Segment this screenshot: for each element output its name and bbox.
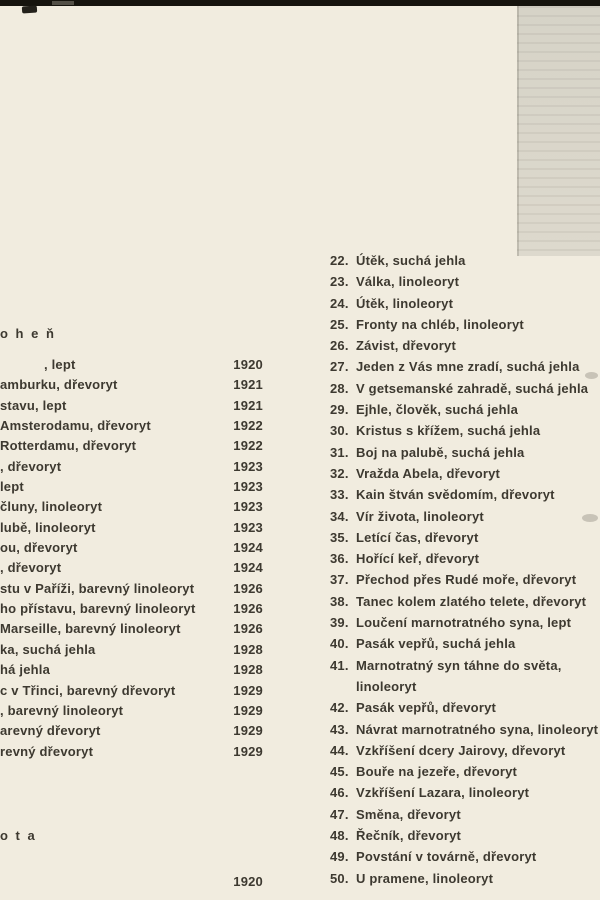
right-entry-number: 23. [330, 274, 349, 290]
left-entry-row [0, 640, 263, 660]
left-entry-year: 1929 [233, 723, 263, 739]
left-entry-text: , dřevoryt [0, 458, 62, 474]
right-entry-number: 36. [330, 551, 349, 567]
left-entry-row [0, 416, 263, 436]
right-entry-text: Vražda Abela, dřevoryt [356, 465, 501, 481]
right-entry-row [330, 442, 600, 463]
right-entry-row [330, 399, 600, 420]
right-entry-row [330, 271, 600, 292]
left-entry-year: 1929 [233, 702, 263, 718]
right-entry-row [330, 846, 600, 867]
left-entry-row [0, 599, 263, 619]
left-entry-year: 1922 [233, 438, 263, 454]
right-entry-text: Kristus s křížem, suchá jehla [356, 423, 541, 439]
right-entry-row [330, 356, 600, 377]
right-entry-number: 34. [330, 508, 349, 524]
left-entry-year: 1923 [233, 499, 263, 515]
right-entry-row [330, 782, 600, 803]
right-entry-text: Pasák vepřů, dřevoryt [356, 700, 497, 716]
left-entry-row [0, 396, 263, 416]
right-entry-text: Přechod přes Rudé moře, dřevoryt [356, 572, 577, 588]
right-entry-text: Válka, linoleoryt [356, 274, 460, 290]
left-entry-row [0, 721, 263, 741]
right-entry-number: 35. [330, 529, 349, 545]
right-entry-row [330, 697, 600, 718]
left-entry-text: , barevný linoleoryt [0, 702, 124, 718]
left-entry-year: 1924 [233, 540, 263, 556]
right-entry-row [330, 612, 600, 633]
right-entry-text: Ejhle, člověk, suchá jehla [356, 402, 518, 418]
left-entry-text: revný dřevoryt [0, 743, 94, 759]
left-entry-row [0, 558, 263, 578]
left-entry-year: 1929 [233, 682, 263, 698]
right-entry-text: Řečník, dřevoryt [356, 828, 462, 844]
right-entry-row [330, 463, 600, 484]
left-entry-row [0, 742, 263, 762]
left-entry-row [0, 619, 263, 639]
left-entry-row [0, 660, 263, 680]
right-entry-number: 30. [330, 423, 349, 439]
right-entry-row [330, 655, 600, 698]
left-entry-row [0, 518, 263, 538]
right-entry-text: Vzkříšení Lazara, linoleoryt [356, 785, 530, 801]
scan-edge-gap [52, 1, 74, 5]
left-entry-year: 1923 [233, 458, 263, 474]
right-entry-row [330, 314, 600, 335]
left-entry-text: ka, suchá jehla [0, 641, 96, 657]
right-entry-row [330, 484, 600, 505]
right-entry-number: 33. [330, 487, 349, 503]
left-entry-text: lept [0, 479, 24, 495]
right-entry-row [330, 293, 600, 314]
right-entry-text: Marnotratný syn táhne do světa, [356, 657, 562, 673]
right-entry-number: 28. [330, 380, 349, 396]
right-entry-text: Pasák vepřů, suchá jehla [356, 636, 516, 652]
right-entry-row [330, 250, 600, 271]
right-entry-text: Vír života, linoleoryt [356, 508, 484, 524]
right-entry-number: 43. [330, 721, 349, 737]
right-entry-row [330, 506, 600, 527]
right-entry-text: Směna, dřevoryt [356, 806, 461, 822]
left-entry-year: 1921 [233, 377, 263, 393]
right-entry-number: 22. [330, 253, 349, 268]
right-entry-text: Bouře na jezeře, dřevoryt [356, 764, 518, 780]
right-entry-row [330, 378, 600, 399]
right-entry-number: 46. [330, 785, 349, 801]
right-entry-row [330, 825, 600, 846]
right-column-entries [330, 250, 600, 889]
left-entry-text: c v Třinci, barevný dřevoryt [0, 682, 176, 698]
right-entry-row [330, 804, 600, 825]
right-entry-number: 37. [330, 572, 349, 588]
left-bottom-entry-row [0, 872, 263, 892]
left-entry-text: Amsterodamu, dřevoryt [0, 418, 151, 434]
left-entry-text: stu v Paříži, barevný linoleoryt [0, 580, 195, 596]
left-entry-year: 1920 [233, 874, 263, 889]
left-entry-year: 1923 [233, 479, 263, 495]
right-entry-number: 32. [330, 465, 349, 481]
right-entry-row [330, 761, 600, 782]
left-entry-year: 1926 [233, 580, 263, 596]
left-entry-year: 1928 [233, 641, 263, 657]
left-entry-year: 1922 [233, 418, 263, 434]
left-entry-year: 1920 [233, 357, 263, 372]
left-entry-text: ho přístavu, barevný linoleoryt [0, 601, 196, 617]
left-entry-text: amburku, dřevoryt [0, 377, 118, 393]
right-entry-text: Jeden z Vás mne zradí, suchá jehla [356, 359, 580, 375]
right-entry-number: 40. [330, 636, 349, 652]
right-entry-number: 42. [330, 700, 349, 716]
right-entry-text: Hořící keř, dřevoryt [356, 551, 480, 567]
right-entry-row [330, 548, 600, 569]
left-section-heading-bottom: o t a [0, 828, 37, 843]
right-entry-number: 29. [330, 402, 349, 418]
right-entry-text: Letící čas, dřevoryt [356, 529, 479, 545]
right-entry-text: Návrat marnotratného syna, linoleoryt [356, 721, 599, 737]
left-entry-text: há jehla [0, 662, 51, 678]
left-section-heading-top: o h e ň [0, 326, 56, 341]
right-entry-number: 49. [330, 849, 349, 865]
right-entry-text: Fronty na chléb, linoleoryt [356, 316, 524, 332]
right-entry-row [330, 719, 600, 740]
right-entry-number: 45. [330, 764, 349, 780]
right-entry-row [330, 335, 600, 356]
right-entry-number: 39. [330, 615, 349, 631]
left-column-entries [0, 355, 263, 762]
right-entry-continuation: linoleoryt [356, 678, 417, 694]
right-entry-number: 25. [330, 316, 349, 332]
left-entry-year: 1924 [233, 560, 263, 576]
left-entry-text: čluny, linoleoryt [0, 499, 103, 515]
right-entry-row [330, 740, 600, 761]
left-entry-text: stavu, lept [0, 397, 67, 413]
scan-edge-gray-area [517, 6, 600, 256]
left-entry-year: 1926 [233, 601, 263, 617]
left-entry-row [0, 436, 263, 456]
right-entry-row [330, 527, 600, 548]
right-entry-number: 50. [330, 870, 349, 886]
left-entry-year: 1923 [233, 519, 263, 535]
right-entry-number: 47. [330, 806, 349, 822]
right-entry-text: Boj na palubě, suchá jehla [356, 444, 525, 460]
left-entry-text: , dřevoryt [0, 560, 62, 576]
left-entry-text: , lept [44, 357, 76, 372]
left-entry-year: 1929 [233, 743, 263, 759]
right-entry-row [330, 420, 600, 441]
left-entry-text: arevný dřevoryt [0, 723, 101, 739]
right-entry-number: 48. [330, 828, 349, 844]
right-entry-row [330, 633, 600, 654]
right-entry-number: 38. [330, 593, 349, 609]
right-entry-text: U pramene, linoleoryt [356, 870, 494, 886]
right-entry-text: Loučení marnotratného syna, lept [356, 615, 572, 631]
left-entry-row [0, 375, 263, 395]
left-entry-row [0, 681, 263, 701]
right-entry-row [330, 868, 600, 889]
right-entry-text: Vzkříšení dcery Jairovy, dřevoryt [356, 742, 566, 758]
scan-edge-top-bar [0, 0, 600, 6]
left-entry-row [0, 477, 263, 497]
left-entry-text: Marseille, barevný linoleoryt [0, 621, 181, 637]
right-entry-text: Povstání v továrně, dřevoryt [356, 849, 537, 865]
left-entry-year: 1926 [233, 621, 263, 637]
right-entry-text: Tanec kolem zlatého telete, dřevoryt [356, 593, 587, 609]
left-entry-text: ou, dřevoryt [0, 540, 78, 556]
right-entry-number: 24. [330, 295, 349, 311]
left-entry-text: lubě, linoleoryt [0, 519, 96, 535]
left-entry-row [0, 701, 263, 721]
left-entry-text: Rotterdamu, dřevoryt [0, 438, 137, 454]
right-entry-number: 41. [330, 657, 349, 673]
right-entry-number: 27. [330, 359, 349, 375]
scan-speck-top-left [22, 5, 37, 13]
left-entry-row [0, 355, 263, 375]
left-entry-row [0, 579, 263, 599]
right-entry-number: 31. [330, 444, 349, 460]
left-entry-year: 1928 [233, 662, 263, 678]
right-entry-text: V getsemanské zahradě, suchá jehla [356, 380, 589, 396]
right-entry-row [330, 569, 600, 590]
right-entry-text: Útěk, linoleoryt [356, 295, 454, 311]
right-entry-row [330, 591, 600, 612]
left-entry-row [0, 497, 263, 517]
right-entry-text: Kain štván svědomím, dřevoryt [356, 487, 555, 503]
right-entry-number: 44. [330, 742, 349, 758]
right-entry-text: Útěk, suchá jehla [356, 253, 466, 268]
left-entry-row [0, 538, 263, 558]
right-entry-number: 26. [330, 338, 349, 354]
left-entry-year: 1921 [233, 397, 263, 413]
right-entry-text: Závist, dřevoryt [356, 338, 457, 354]
left-entry-row [0, 457, 263, 477]
